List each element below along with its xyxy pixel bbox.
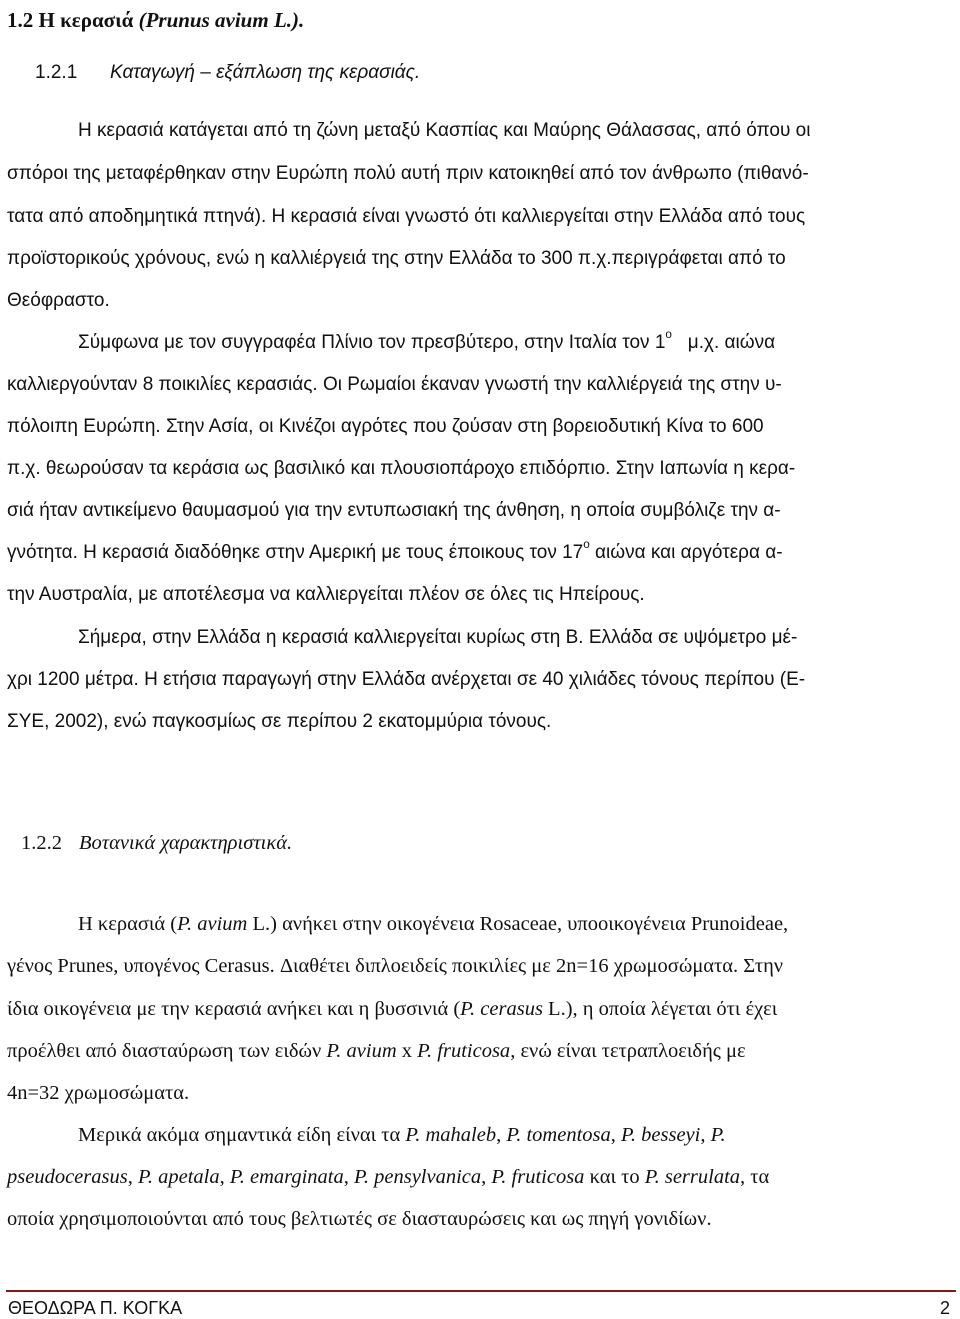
- paragraph-line: καλλιεργούνταν 8 ποικιλίες κερασιάς. Οι Ρωμαίοι έκαναν γνωστή την καλλιέργειά της στην υ-: [7, 374, 782, 395]
- subsection-heading-origin: 1.2.1 Καταγωγή – εξάπλωση της κερασιάς.: [35, 62, 421, 83]
- paragraph-line: Μερικά ακόμα σημαντικά είδη είναι τα P. mahaleb, P. tomentosa, P. besseyi, P.: [78, 1124, 726, 1146]
- paragraph-line: προϊστορικούς χρόνους, ενώ η καλλιέργειά της στην Ελλάδα το 300 π.χ.περιγράφεται από το: [7, 248, 786, 269]
- paragraph-line: την Αυστραλία, με αποτέλεσμα να καλλιεργείται πλέον σε όλες τις Ηπείρους.: [7, 584, 645, 605]
- paragraph-line: τατα από αποδημητικά πτηνά). Η κερασιά είναι γνωστό ότι καλλιεργείται στην Ελλάδα από τους: [7, 206, 806, 227]
- paragraph-line: οποία χρησιμοποιούνται από τους βελτιωτές σε διασταυρώσεις και ως πηγή γονιδίων.: [7, 1208, 712, 1230]
- paragraph-line: πόλοιπη Ευρώπη. Στην Ασία, οι Κινέζοι αγρότες που ζούσαν στη βορειοδυτική Κίνα το 600: [7, 416, 764, 437]
- footer-rule: [6, 1290, 956, 1292]
- paragraph-line: ΣΥΕ, 2002), ενώ παγκοσμίως σε περίπου 2 εκατομμύρια τόνους.: [7, 711, 552, 732]
- paragraph-line: προέλθει από διασταύρωση των ειδών P. avium x P. fruticosa, ενώ είναι τετραπλοειδής με: [7, 1040, 746, 1062]
- paragraph-line: 4n=32 χρωμοσώματα.: [7, 1082, 190, 1104]
- paragraph-line: pseudocerasus, P. apetala, P. emarginata, P. pensylvanica, P. fruticosa και το P. serrulata, τα: [7, 1166, 770, 1188]
- paragraph-line: σπόροι της μεταφέρθηκαν στην Ευρώπη πολύ αυτή πριν κατοικηθεί από τον άνθρωπο (πιθανό-: [7, 163, 809, 184]
- section-heading: 1.2 Η κερασιά (Prunus avium L.).: [7, 8, 305, 32]
- paragraph-line: π.χ. θεωρούσαν τα κεράσια ως βασιλικό και πλουσιοπάροχο επιδόρπιο. Στην Ιαπωνία η κερα-: [7, 458, 796, 479]
- subsection-heading-botanical: 1.2.2 Βοτανικά χαρακτηριστικά.: [21, 832, 293, 854]
- paragraph-line: Η κερασιά κατάγεται από τη ζώνη μεταξύ Κασπίας και Μαύρης Θάλασσας, από όπου οι: [78, 120, 811, 141]
- paragraph-line: Θεόφραστο.: [7, 290, 110, 311]
- paragraph-line: ίδια οικογένεια με την κερασιά ανήκει και η βυσσινιά (P. cerasus L.), η οποία λέγεται ότι έχει: [7, 998, 778, 1020]
- paragraph-line: σιά ήταν αντικείμενο θαυμασμού για την εντυπωσιακή της άνθηση, η οποία συμβόλιζε την α-: [7, 500, 781, 521]
- paragraph-line: Η κερασιά (P. avium L.) ανήκει στην οικογένεια Rosaceae, υποοικογένεια Prunoideae,: [78, 913, 789, 935]
- paragraph-line: Σύμφωνα με τον συγγραφέα Πλίνιο τον πρεσβύτερο, στην Ιταλία τον $1^o$ μ.χ. αιώνα: [78, 328, 776, 353]
- paragraph-line: γνότητα. Η κερασιά διαδόθηκε στην Αμερική με τους έποικους τον $17^o$ αιώνα και αργότερα α-: [7, 538, 783, 563]
- paragraph-line: Σήμερα, στην Ελλάδα η κερασιά καλλιεργείται κυρίως στη Β. Ελλάδα σε υψόμετρο μέ-: [78, 627, 798, 648]
- footer-author: ΘΕΟΔΩΡΑ Π. ΚΟΓΚΑ: [8, 1298, 183, 1318]
- footer-page-number: 2: [940, 1298, 951, 1318]
- paragraph-line: χρι 1200 μέτρα. Η ετήσια παραγωγή στην Ελλάδα ανέρχεται σε 40 χιλιάδες τόνους περίπου (Ε-: [7, 669, 806, 690]
- paragraph-line: γένος Prunes, υπογένος Cerasus. Διαθέτει διπλοειδείς ποικιλίες με 2n=16 χρωμοσώματα. Στην: [7, 955, 784, 977]
